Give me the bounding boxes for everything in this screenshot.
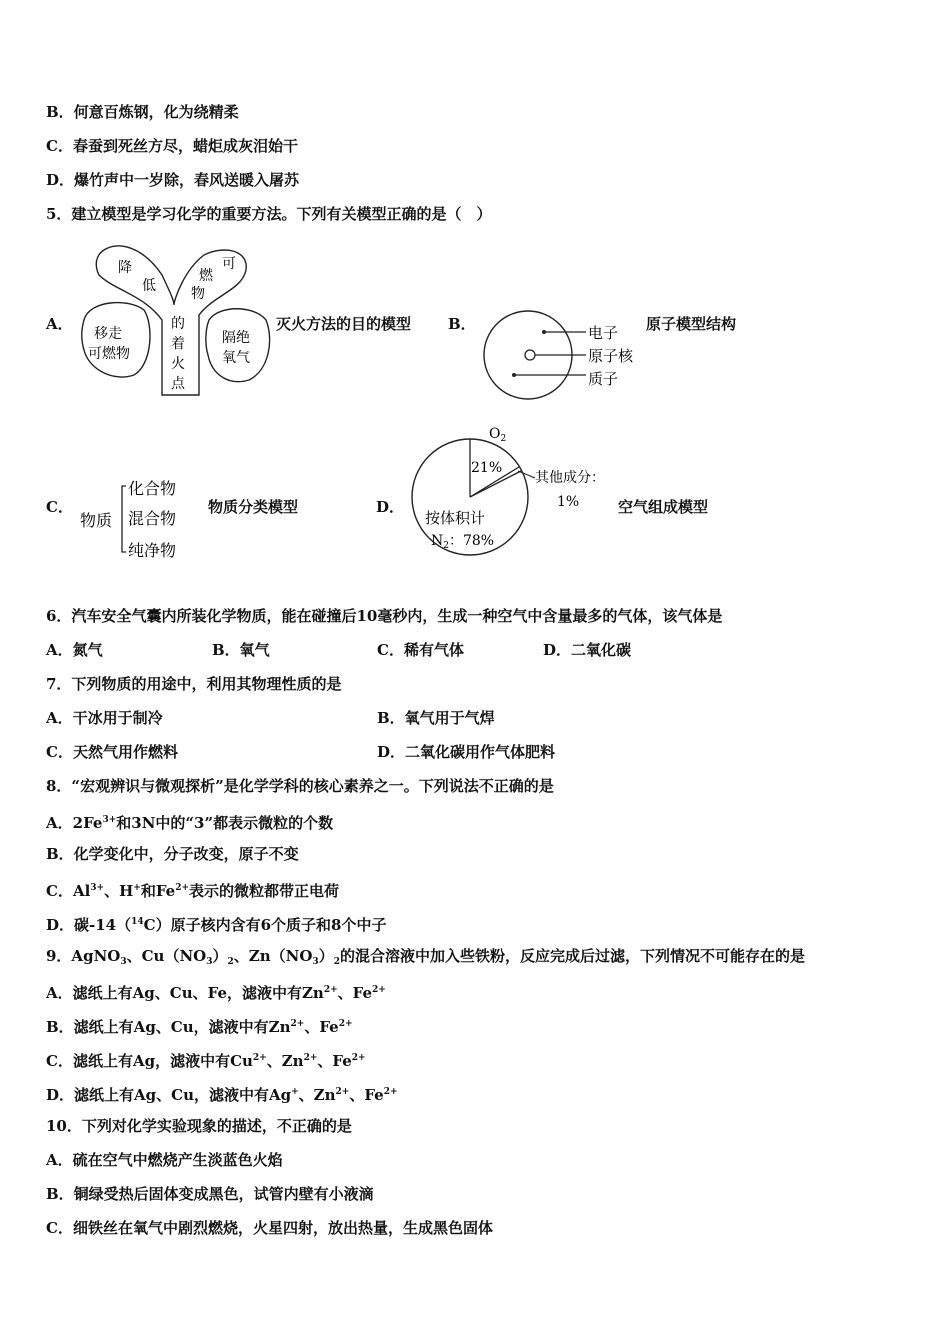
- proton-label: 质子: [588, 370, 619, 388]
- q10-option-c: C．细铁丝在氧气中剧烈燃烧，火星四射，放出热量，生成黑色固体: [46, 1219, 493, 1237]
- q5-option-b-label: B．: [448, 315, 476, 333]
- text-jiang: 降: [118, 260, 132, 276]
- q7-stem: 7．下列物质的用途中，利用其物理性质的是: [46, 675, 342, 693]
- others-label: 其他成分：: [535, 470, 605, 486]
- by-volume-label: 按体积计: [425, 509, 486, 527]
- q6-option-c: C．稀有气体: [377, 641, 464, 659]
- q9-option-b: B．滤纸上有Ag、Cu，滤液中有$Zn^{2+}$、$Fe^{2+}$: [46, 1018, 353, 1036]
- q10-option-a: A．硫在空气中燃烧产生淡蓝色火焰: [46, 1151, 283, 1169]
- q9-option-d: D．滤纸上有Ag、Cu，滤液中有Ag+、$Zn^{2+}$、$Fe^{2+}$: [46, 1086, 398, 1104]
- text-wu: 物: [191, 286, 205, 302]
- q5-option-c-label: C．: [46, 498, 73, 516]
- matter-classification-diagram: [78, 474, 203, 566]
- q9-option-a: A．滤纸上有Ag、Cu、Fe，滤液中有$Zn^{2+}$、$Fe^{2+}$: [46, 984, 386, 1002]
- o2-percentage: 21%: [471, 460, 503, 476]
- q4-option-d: D．爆竹声中一岁除，春风送暖入屠苏: [46, 171, 300, 189]
- q8-option-b: B．化学变化中，分子改变，原子不变: [46, 845, 299, 863]
- q8-option-c: C．$Al^{3+}$、H+和$Fe^{2+}$表示的微粒都带正电荷: [46, 882, 340, 900]
- text-huo: 火: [171, 356, 185, 372]
- q7-option-b: B．氧气用于气焊: [377, 709, 495, 727]
- q5-option-b-caption: 原子模型结构: [646, 315, 737, 333]
- nucleus-label: 原子核: [588, 347, 634, 365]
- others-percentage: 1%: [557, 494, 580, 510]
- text-isolate: 隔绝: [222, 330, 250, 346]
- others-pointer: [518, 471, 535, 478]
- q5-option-d-label: D．: [376, 498, 405, 516]
- classification-bracket: [122, 486, 126, 552]
- q5-option-a-caption: 灭火方法的目的模型: [276, 315, 412, 333]
- q5-stem: 5．建立模型是学习化学的重要方法。下列有关模型正确的是（ ）: [46, 205, 492, 223]
- q7-option-a: A．干冰用于制冷: [46, 709, 163, 727]
- fire-extinguishing-model-diagram: [74, 240, 274, 402]
- atom-model-diagram: [478, 300, 658, 400]
- q8-option-d: D．碳-14（$^{14}$C）原子核内含有6个质子和8个中子: [46, 916, 387, 934]
- text-dian: 点: [171, 376, 185, 392]
- q10-stem: 10．下列对化学实验现象的描述，不正确的是: [46, 1117, 352, 1135]
- q7-option-c: C．天然气用作燃料: [46, 743, 178, 761]
- q6-option-a: A．氮气: [46, 641, 103, 659]
- q9-option-c: C．滤纸上有Ag，滤液中有$Cu^{2+}$、$Zn^{2+}$、$Fe^{2+}$: [46, 1052, 366, 1070]
- text-combustible: 可燃物: [88, 346, 130, 362]
- q5-option-c-caption: 物质分类模型: [208, 498, 299, 516]
- air-composition-pie: [405, 420, 615, 560]
- text-ke: 可: [222, 256, 236, 272]
- text-ran: 燃: [199, 268, 213, 284]
- q4-option-c: C．春蚕到死丝方尽，蜡炬成灰泪始干: [46, 137, 298, 155]
- branch-compound: 化合物: [128, 479, 177, 498]
- q9-stem: 9．AgNO$_3$、$Cu(NO_3)_2$、$Zn(NO_3)_2$的混合溶液中加入些铁粉，反应完成后过滤，下列情况不可能存在的是: [46, 947, 805, 967]
- text-zhuo: 着: [171, 336, 185, 352]
- q8-option-a: A．$2Fe^{3+}$和3N中的“3”都表示微粒的个数: [46, 814, 334, 832]
- q6-option-b: B．氧气: [212, 641, 270, 659]
- q8-stem: 8．“宏观辨识与微观探析”是化学学科的核心素养之一。下列说法不正确的是: [46, 777, 554, 795]
- o2-label: $O_2$: [489, 426, 507, 444]
- text-di: 低: [142, 278, 156, 294]
- q5-option-a-label: A．: [46, 315, 73, 333]
- electron-label: 电子: [588, 324, 619, 342]
- q10-option-b: B．铜绿受热后固体变成黑色，试管内壁有小液滴: [46, 1185, 374, 1203]
- n2-label: $N_2$：78%: [431, 533, 495, 551]
- text-de: 的: [171, 316, 185, 332]
- q4-option-b: B．何意百炼钢，化为绕精柔: [46, 103, 239, 121]
- q7-option-d: D．二氧化碳用作气体肥料: [377, 743, 556, 761]
- root-label: 物质: [80, 511, 113, 530]
- text-remove: 移走: [94, 326, 122, 342]
- q6-stem: 6．汽车安全气囊内所装化学物质，能在碰撞后10毫秒内，生成一种空气中含量最多的气体，该气体是: [46, 607, 723, 625]
- branch-pure: 纯净物: [128, 541, 177, 560]
- nucleus-circle: [525, 350, 535, 360]
- branch-mixture: 混合物: [128, 509, 177, 528]
- q5-option-d-caption: 空气组成模型: [618, 498, 709, 516]
- text-oxygen: 氧气: [222, 350, 250, 366]
- q6-option-d: D．二氧化碳: [543, 641, 632, 659]
